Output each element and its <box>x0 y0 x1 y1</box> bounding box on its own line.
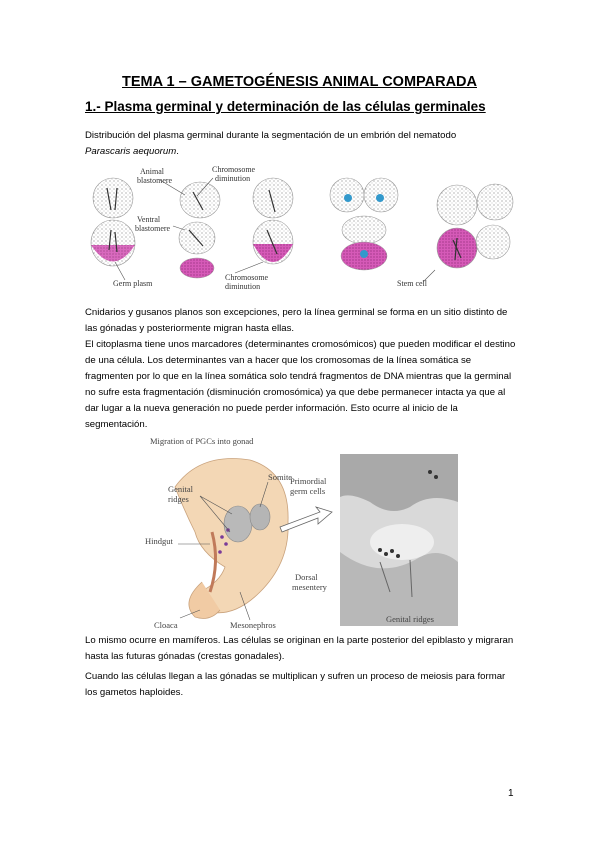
stem-cell-nucleus <box>360 250 368 258</box>
embryo-stage-3 <box>253 178 293 264</box>
label-hindgut: Hindgut <box>145 536 173 546</box>
paragraph-intro <box>85 128 517 160</box>
label-primordial-2: germ cells <box>290 486 326 496</box>
label-genital-ridges-micro: Genital ridges <box>386 614 434 624</box>
paragraph-meiosis: Cuando las células llegan a las gónadas se multiplican y sufren un proceso de meiosis para formar los gametos haploides. <box>85 671 506 698</box>
embryo-stage-4 <box>330 178 398 270</box>
label-cloaca: Cloaca <box>154 620 178 630</box>
nucleus <box>344 194 352 202</box>
genital-ridge <box>224 506 252 542</box>
label-animal-blastomere-2: blastomere <box>137 176 173 185</box>
paragraph-exceptions: Cnidarios y gusanos planos son excepciones, pero la línea germinal se forma en un sitio distinto de las gónadas y posteriormente migran hasta ellas. <box>85 307 508 334</box>
label-chromosome-diminution-top-2: diminution <box>215 174 251 183</box>
label-germ-plasm: Germ plasm <box>113 279 153 288</box>
label-primordial: Primordial <box>290 476 327 486</box>
label-mesonephros: Mesonephros <box>230 620 276 630</box>
embryo-illustration <box>175 459 288 619</box>
intro-text: Distribución del plasma germinal durante la segmentación de un embrión del nematodo <box>85 130 457 141</box>
fig2-title: Migration of PGCs into gonad <box>150 436 254 446</box>
germ-plasm-region <box>253 244 293 262</box>
paragraph-determinants: El citoplasma tiene unos marcadores (determinantes cromosómicos) que pueden modificar el destino de una célula. Los determinantes van a hacer que los cromosomas de la línea somática se fragmenten por lo que en la línea somática solo tendrá fragmentos de DNA mientras que la germinal no sufre esta fragmentación (disminución cromosómica) ya que debe permanecer intacta ya que al dar lugar a la nueva generación no puede perder información. Esto ocurre al inicio de la segmentación. <box>85 339 516 430</box>
embryo-stage-5 <box>437 184 513 268</box>
label-chromosome-diminution-bottom: Chromosome <box>225 273 269 282</box>
pgc-migration-figure <box>140 432 460 630</box>
section-heading: 1.- Plasma germinal y determinación de las células germinales <box>85 99 486 114</box>
label-dorsal-2: mesentery <box>292 582 327 592</box>
page-number: 1 <box>508 788 514 799</box>
somite <box>250 504 270 530</box>
nucleus <box>376 194 384 202</box>
embryo-stage-1 <box>91 178 135 266</box>
embryo-stage-2 <box>179 182 220 278</box>
label-dorsal: Dorsal <box>295 572 318 582</box>
parascaris-segmentation-figure <box>85 160 520 300</box>
label-chromosome-diminution-top: Chromosome <box>212 165 256 174</box>
paragraph-mammals: Lo mismo ocurre en mamíferos. Las células se originan en la parte posterior del epiblasto y migraran hasta las futuras gónadas (crestas gonadales). <box>85 635 514 662</box>
label-genital-ridges: Genital <box>168 484 194 494</box>
species-name: Parascaris aequorum <box>85 146 177 157</box>
label-ventral-blastomere-2: blastomere <box>135 224 171 233</box>
label-ventral-blastomere: Ventral <box>137 215 161 224</box>
page-title: TEMA 1 – GAMETOGÉNESIS ANIMAL COMPARADA <box>121 74 477 90</box>
micrograph <box>340 454 458 626</box>
label-chromosome-diminution-bottom-2: diminution <box>225 282 261 291</box>
label-animal-blastomere: Animal <box>140 167 164 176</box>
label-stem-cell: Stem cell <box>397 279 427 288</box>
label-somite: Somite <box>268 472 293 482</box>
intro-end: . <box>176 146 179 157</box>
label-genital-ridges-2: ridges <box>168 494 189 504</box>
